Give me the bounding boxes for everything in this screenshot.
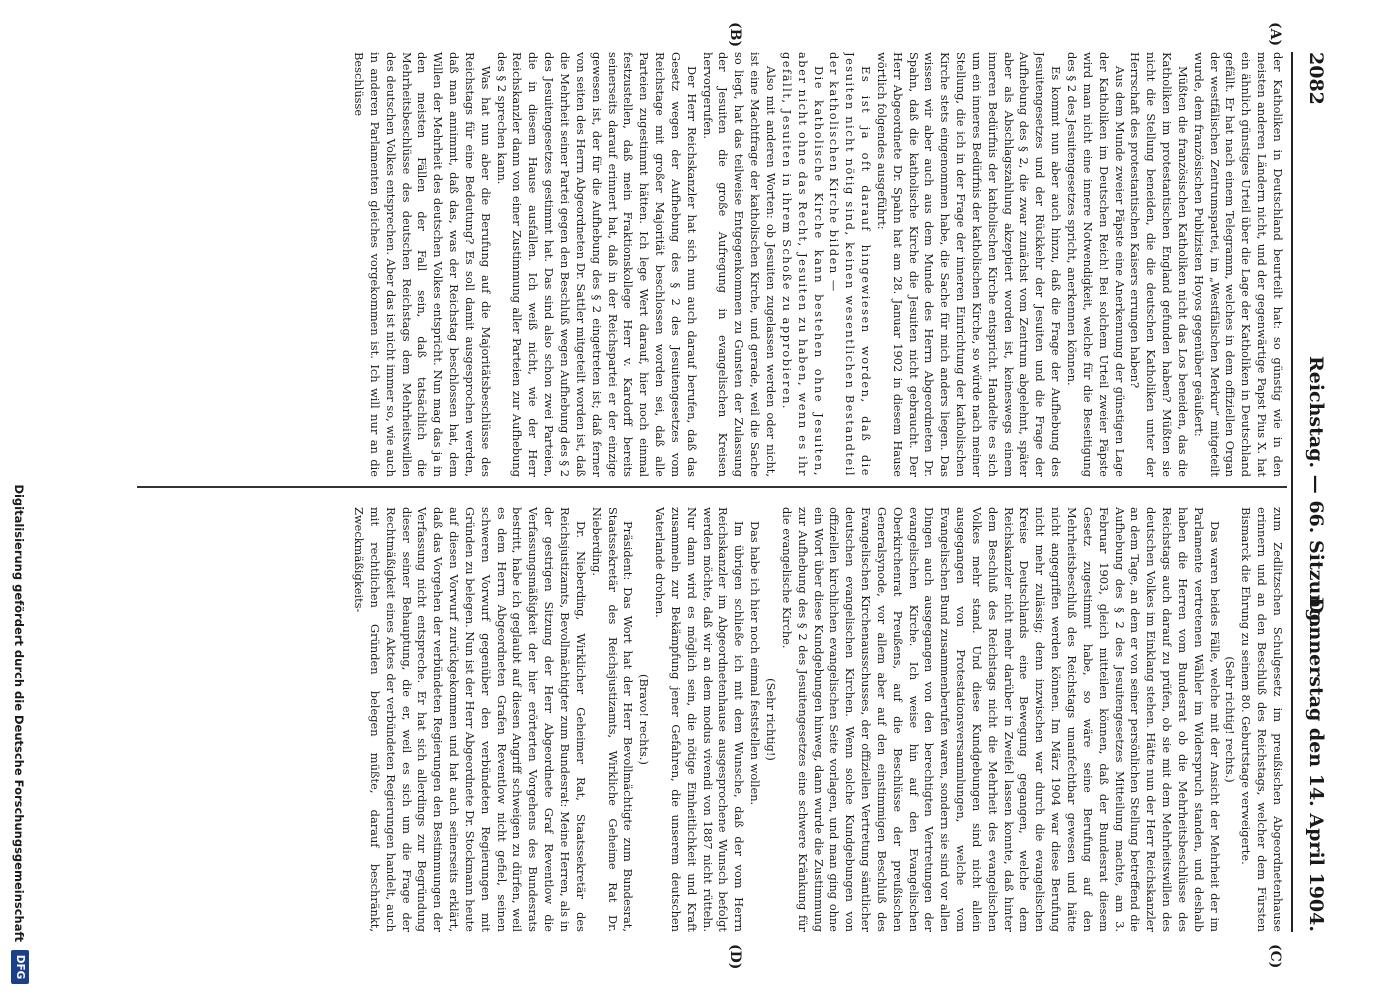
paragraph: Es kommt nun aber auch hinzu, daß die Frage der Aufhebung des Jesuitengesetzes und der Rückkehr der Jesuiten und die Frage der Aufhebung des § 2, die zwar zunächst vom Zentrum abgelehnt, später aber als Abschlagszahlung akzeptiert worden ist, keineswegs einem inneren Bedürfnis der katholischen Kirche entspricht. Handelte es sich um ein inneres Bedürfnis der katholischen Kirche, so würde nach meiner Stellung, die ich in der Frage der inneren Einrichtung der katholischen Kirche stets eingenommen habe, die Sache für mich anders liegen. Das wissen wir aber auch aus dem Munde des Herrn Abgeordneten Dr. Spahn, daß die katholische Kirche die Jesuiten nicht gebraucht. Der Herr Abgeordnete Dr. Spahn hat am 28. Januar 1902 in diesem Hause wörtlich folgendes ausgeführt: xyxy=(874,52,1064,477)
paragraph: Was hat nun aber die Berufung auf die Majoritätsbeschlüsse des Reichstags für eine Bedeutung? Es soll damit ausgesprochen werden, daß man annimmt, daß das, was der Reichstag beschlossen hat, dem Willen der Mehrheit des deutschen Volkes entspricht. Nun mag das ja in den meisten Fällen der Fall sein, daß tatsächlich die Mehrheitsbeschlüsse des deutschen Reichstags dem Mehrheitswillen des deutschen Volkes entsprechen. Aber das ist nicht immer so, wie auch in anderen Parlamenten gleiches vorgekommen ist. Ich will nur an die Beschlüsse xyxy=(352,52,493,477)
paragraph: Das habe ich hier noch einmal feststellen wollen. xyxy=(748,521,763,806)
paragraph: Das waren beides Fälle, welche mit der Ansicht der Mehrheit der im Parlamente vertretenen Wähler im Widerspruch standen, und deshalb haben die Herren vom Bundesrat ob die Mehrheitsbeschlüsse des Reichstags auch darauf zu prüfen, ob sie mit dem Mehrheitswillen des deutschen Volkes im Einklang stehen. Hätte nun der Herr Reichskanzler an dem Tage, an dem er von seiner persönlichen Stellung betreffend die Aufhebung des § 2 des Jesuitengesetzes Mitteilung machte, am 3. Februar 1903, gleich mitteilen können, daß der Bundesrat diesem Gesetz zugestimmt habe, so wäre seine Berufung auf den Mehrheitsbeschluß des Reichstags unanfechtbar gewesen und hätte nicht angegriffen werden können. Im März 1904 war diese Berufung nicht mehr zulässig; denn inzwischen war durch die evangelischen Kreise Deutschlands eine Bewegung gegangen, welche dem Reichskanzler nicht mehr darüber in Zweifel lassen konnte, daß hinter dem Beschluß des Reichstags nicht die Mehrheit des evangelischen Volkes mehr stand. Und diese Kundgebungen sind nicht allein ausgegangen von Protestationsversammlungen, welche vom Evangelischen Bund zusammenberufen waren, sondern sie sind vor allen Dingen auch ausgegangen von den berechtigten Vertretungen der evangelischen Kirche. Ich weise hin auf den Evangelischen Oberkirchenrat Preußens, auf die Beschlüsse der preußischen Generalsynode, vor allem aber auf den einstimmigen Beschluß des Evangelischen Kirchenausschusses, der offiziellen Vertretung sämtlicher deutschen evangelischen Kirchen. Wenn solche Kundgebungen von offiziellen kirchlichen evangelischen Seite vorlagen, und man ging ohne ein Wort über diese Kundgebungen hinweg, dann wurde die Zustimmung zur Aufhebung des § 2 des Jesuitengesetzes eine schwere Kränkung für die evangelische Kirche. xyxy=(779,507,1222,932)
paragraph: der Katholiken in Deutschland beurteilt hat: so günstig wie in den meisten anderen Ländern nicht, und der gegenwärtige Papst Pius X. hat ein ähnlich günstiges Urteil über die Lage der Katholiken in Deutschland gefällt. Er hat nach einem Telegramm, welches in dem offiziellen Organ der westfälischen Zentrumspartei, im „Westfälischen Merkur“ mitgeteilt wurde, dem französischen Publizisten Hoyos gegenüber geäußert: xyxy=(1191,52,1285,477)
margin-marker-b: (B) xyxy=(727,22,743,48)
interjection: (Sehr richtig! rechts.) xyxy=(1223,656,1238,783)
left-column xyxy=(155,52,1285,477)
page-header xyxy=(1293,52,1327,932)
interjection: (Sehr richtig!) xyxy=(764,678,778,761)
running-title: Reichstag. — 66. Sitzung. xyxy=(1305,355,1327,629)
paragraph: Im übrigen schließe ich mit dem Wunsche, daß der vom Herrn Reichskanzler im Abgeordnetenhause ausgesprochene Wunsch befolgt werden möchte, daß wir an dem modus vivendi von 1887 nicht rütteln. Nur dann wird es möglich sein, die nötige Einheitlichkeit und Kraft zusammeln zur Bekämpfung jener Gefahren, die unserem deutschen Vaterlande drohen. xyxy=(653,507,747,932)
quotation: Müßten die französischen Katholiken nicht das Los beneiden, das die Katholiken im protestantischen England gefunden haben? Müßten sie nicht die Stellung beneiden, die die deutschen Katholiken unter der Herrschaft des protestantischen Kaisers errungen haben? xyxy=(1128,52,1190,477)
quotation: Die katholische Kirche kann bestehen ohne Jesuiten, aber nicht ohne das Recht, Jesuiten zu haben, wenn es ihr gefällt, Jesuiten in ihrem Schoße zu approbieren. xyxy=(779,52,826,477)
paragraph: Also mit anderen Worten: ob Jesuiten zugelassen werden oder nicht, ist eine Machtfrage der katholischen Kirche, und gerade, weil die Sache so liegt, hat das teilweise Entgegenkommen zu Gunsten der Zulassung der Jesuiten die große Aufregung in evangelischen Kreisen hervorgerufen. xyxy=(700,52,778,477)
session-date: Donnerstag den 14. April 1904. xyxy=(1305,597,1327,932)
digitization-credit xyxy=(4,0,44,990)
margin-marker-d: (D) xyxy=(727,944,743,970)
margin-marker-c: (C) xyxy=(1267,944,1283,969)
right-column xyxy=(155,507,1285,932)
speaker-paragraph: Dr. Nieberding, Wirklicher Geheimer Rat, Staatssekretär des Reichsjustizamts, Bevollmächtigter zum Bundesrat: Meine Herren, als in der gestrigen Sitzung der Herr Abgeordnete Graf Reventlow die Verfassungsmäßigkeit der hier erörterten Vorgehens des Bundesrats bestritt, habe ich geglaubt auf diesen Angriff schweigen zu dürfen, weil es dem Herrn Abgeordneten Grafen Reventlow nicht gefiel, seinen schweren Vorwurf gegenüber den verbündeten Regierungen mit Gründen zu belegen. Nun ist der Herr Abgeordnete Dr. Stockmann heute auf diesen Vorwurf zurückgekommen und hat auch seinerseits erklärt, daß das Vorgehen der verbündeten Regierungen den Bestimmungen der Verfassung nicht entspreche. Er hat sich allerdings zur Begründung dieser seiner Behauptung, die er, weil es sich um die Frage der Rechtmäßigkeit eines Aktes der verbündeten Regierungen handelt, auch mit rechtlichen Gründen belegen müßte, darauf beschränkt, Zweckmäßigkeits- xyxy=(352,507,588,932)
quotation: Es ist ja oft darauf hingewiesen worden, daß die Jesuiten nicht nötig sind, keinen wesentlichen Bestandteil der katholischen Kirche bilden — xyxy=(827,52,874,477)
page-number: 2082 xyxy=(1305,52,1327,105)
margin-marker-a: (A) xyxy=(1267,22,1283,47)
paragraph: Der Herr Reichskanzler hat sich nun auch darauf berufen, daß das Gesetz wegen der Aufhebung des § 2 des Jesuitengesetzes vom Reichstage mit großer Majorität beschlossen worden sei, daß alle Parteien zugestimmt hätten. Ich lege Wert darauf, hier noch einmal festzustellen, daß mein Fraktionskollege Herr v. Kardorff bereits seinerseits darauf erinnert hat, daß in der Reichspartei er der einzige gewesen ist, der für die Aufhebung des § 2 eingetreten ist; daß ferner von seiten des Herrn Abgeordneten Dr. Sattler mitgeteilt worden ist, daß die Mehrheit seiner Partei gegen den Beschluß wegen Aufhebung des § 2 des Jesuitengesetzes gestimmt hat. Das sind also schon zwei Parteien, die in diesem Hause ausfallen. Ich weiß nicht, wie der Herr Reichskanzler dann von einer Zustimmung aller Parteien zur Aufhebung des § 2 sprechen kann. xyxy=(494,52,699,477)
paragraph: Aus dem Munde zweier Päpste eine Anerkennung der günstigen Lage der Katholiken im Deutschen Reich! Bei solchem Urteil zweier Päpste wird man nicht eine innere Notwendigkeit, welche für die Beseitigung des § 2 des Jesuitengesetzes spricht, anerkennen können. xyxy=(1065,52,1127,477)
credit-text: Digitalisierung gefördert durch die Deutsche Forschungsgemeinschaft xyxy=(12,484,26,942)
interjection: (Bravo! rechts.) xyxy=(637,674,652,765)
column-divider xyxy=(137,486,1287,488)
speaker-paragraph: Präsident: Das Wort hat der Herr Bevollmächtigte zum Bundesrat, Staatssekretär des Reichsjustizamts, Wirkliche Geheime Rat Dr. Nieberding. xyxy=(589,507,636,932)
header-rule xyxy=(1291,52,1293,932)
dfg-logo: DFG xyxy=(11,950,29,984)
paragraph: zum Zedlitzschen Schulgesetz im preußischen Abgeordnetenhause erinnern und an den Beschluß des Reichstags, welcher dem Fürsten Bismarck die Ehrung zu seinem 80. Geburtstage verweigerte. xyxy=(1239,507,1285,932)
